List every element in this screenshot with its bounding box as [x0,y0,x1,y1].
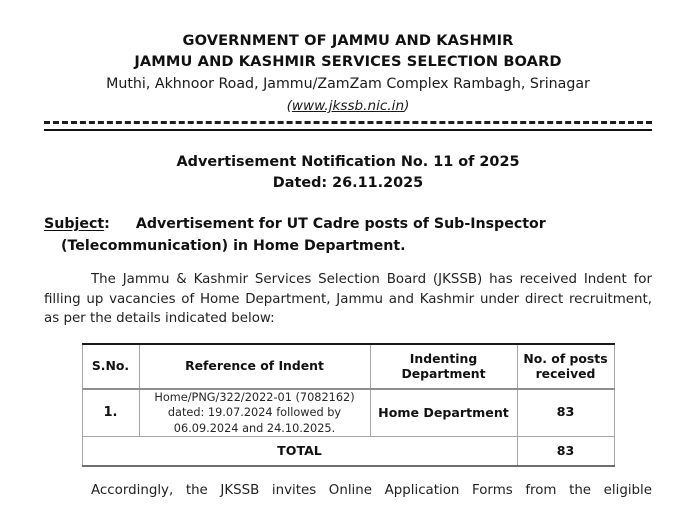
solid-rule [44,129,652,131]
intro-paragraph: The Jammu & Kashmir Services Selection Board (JKSSB) has received Indent for filling up vacancies of Home Department, Jammu and Kashmir under direct recruitment, as per the details indicated below: [44,272,652,326]
column-header-reference: Reference of Indent [139,344,370,389]
government-title: GOVERNMENT OF JAMMU AND KASHMIR [182,32,514,49]
indent-table-container [44,343,652,468]
posts-header-line-2: received [535,365,596,381]
column-header-department [370,344,517,389]
dept-header-line-2: Department [401,365,486,381]
cell-sno: 1. [82,389,139,437]
notification-date: Dated: 26.11.2025 [272,175,424,191]
reference-line-1: Home/PNG/322/2022-01 (7082162) [154,390,355,404]
paren-open: ( [286,98,292,114]
dashed-rule [44,121,652,124]
indent-table [82,343,615,468]
subject-block [44,213,652,257]
column-header-posts [517,344,614,389]
header-separator [44,120,652,131]
website-line [44,95,652,116]
cell-total-value: 83 [517,437,614,467]
cell-department: Home Department [370,389,517,437]
notification-heading [44,152,652,194]
table-body [82,389,614,467]
table-header-row [82,344,614,389]
subject-text-line-2: (Telecommunication) in Home Department. [61,238,406,254]
board-title: JAMMU AND KASHMIR SERVICES SELECTION BOARD [134,53,562,70]
posts-header-line-1: No. of posts [523,350,608,366]
table-total-row [82,437,614,467]
reference-line-2: dated: 19.07.2024 followed by [167,406,342,419]
reference-line-3: 06.09.2024 and 24.10.2025. [173,421,336,435]
website-link[interactable] [287,98,410,114]
closing-paragraph: Accordingly, the JKSSB invites Online Application Forms from the eligible [91,483,652,498]
paren-close: ) [404,98,410,114]
office-address: Muthi, Akhnoor Road, Jammu/ZamZam Complex Rambagh, Srinagar [106,76,590,92]
cell-total-label: TOTAL [82,437,517,467]
table-head [82,344,614,389]
dept-header-line-1: Indenting [409,350,478,366]
table-row [82,389,614,437]
cell-posts: 83 [517,389,614,437]
subject-label: Subject [44,216,105,232]
website-url-text: www.jkssb.nic.in [291,98,405,114]
column-header-sno: S.No. [82,344,139,389]
subject-text-line-1: Advertisement for UT Cadre posts of Sub-Inspector [135,216,546,232]
notification-number: Advertisement Notification No. 11 of 2025 [176,154,520,170]
letterhead [44,0,652,116]
subject-colon: : [104,216,110,232]
cell-reference [139,389,370,437]
